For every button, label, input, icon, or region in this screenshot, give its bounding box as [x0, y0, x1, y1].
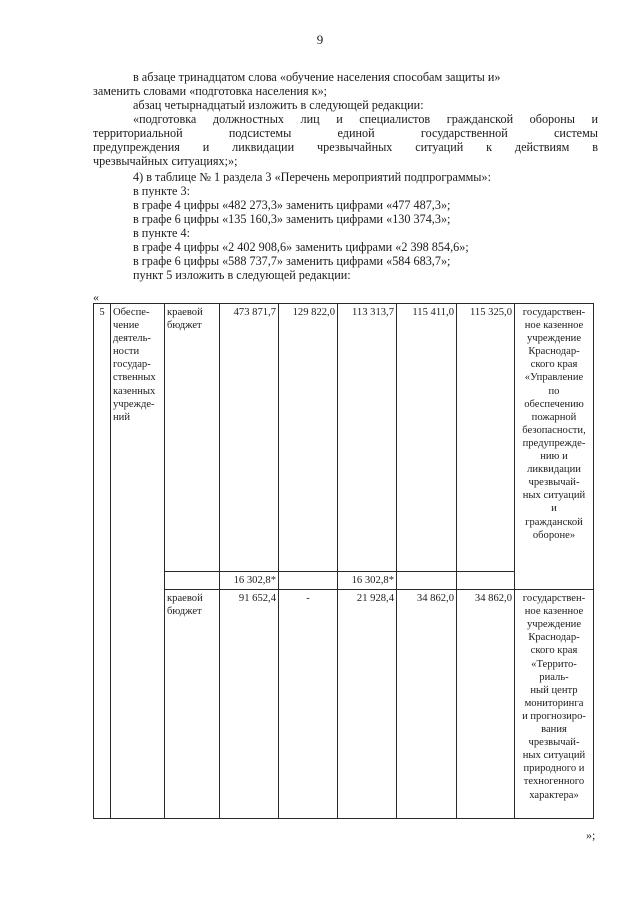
total-cell: 91 652,4	[220, 590, 279, 819]
year1-cell: -	[279, 590, 338, 819]
table-row	[94, 590, 594, 819]
year4-cell	[457, 572, 515, 590]
funding-source-cell	[165, 572, 220, 590]
text-line: пункт 5 изложить в следующей редакции:	[133, 268, 351, 282]
text-line: в пункте 4:	[133, 226, 190, 240]
text-line: 4) в таблице № 1 раздела 3 «Перечень мероприятий подпрограммы»:	[133, 170, 491, 184]
year1-cell: 129 822,0	[279, 304, 338, 572]
executor-cell: государствен- ное казенное учреждение Краснодар- ского края «Террито- риаль- ный центр мониторинга и прогнозиро- вания чрезвычай- ных ситуаций природного и техногенного характера»	[515, 590, 594, 819]
item-name-cell: Обеспе- чение деятель- ности государ- ственных казенных учрежде- ний	[111, 304, 165, 819]
text-line: в графе 6 цифры «588 737,7» заменить цифрами «584 683,7»;	[133, 254, 451, 268]
page-number: 9	[316, 32, 324, 47]
text-line: в графе 4 цифры «482 273,3» заменить цифрами «477 487,3»;	[133, 198, 451, 212]
funding-source-cell: краевой бюджет	[165, 590, 220, 819]
quoted-line: чрезвычайных ситуациях;»;	[93, 154, 238, 168]
funding-source-cell: краевой бюджет	[165, 304, 220, 572]
year2-cell: 21 928,4	[338, 590, 397, 819]
text-line: заменить словами «подготовка населения к»;	[93, 84, 328, 98]
text-line: в абзаце тринадцатом слова «обучение населения способам защиты и»	[133, 70, 501, 84]
year3-cell: 115 411,0	[397, 304, 457, 572]
table-row	[94, 304, 594, 572]
quoted-paragraph	[93, 112, 598, 168]
year2-cell: 16 302,8*	[338, 572, 397, 590]
year3-cell: 34 862,0	[397, 590, 457, 819]
text-line: в графе 6 цифры «135 160,3» заменить цифрами «130 374,3»;	[133, 212, 451, 226]
year4-cell: 115 325,0	[457, 304, 515, 572]
year2-cell: 113 313,7	[338, 304, 397, 572]
quote-open-mark: «	[93, 290, 99, 304]
quoted-line: «подготовка должностных лиц и специалистов гражданской обороны и	[133, 112, 598, 126]
total-cell: 473 871,7	[220, 304, 279, 572]
text-line: в пункте 3:	[133, 184, 190, 198]
quoted-line: территориальной подсистемы единой государственной системы	[93, 126, 598, 140]
executor-cell: государствен- ное казенное учреждение Краснодар- ского края «Управление по обеспечению пожарной безопасности, предупрежде- нию и ликвидации чрезвычай- ных ситуаций и гражданской обороне»	[515, 304, 594, 590]
text-line: в графе 4 цифры «2 402 908,6» заменить цифрами «2 398 854,6»;	[133, 240, 469, 254]
text-line: абзац четырнадцатый изложить в следующей редакции:	[133, 98, 424, 112]
year1-cell	[279, 572, 338, 590]
total-cell: 16 302,8*	[220, 572, 279, 590]
quote-close-mark: »;	[586, 828, 596, 842]
item-number-cell: 5	[94, 304, 111, 819]
year3-cell	[397, 572, 457, 590]
year4-cell: 34 862,0	[457, 590, 515, 819]
measures-table	[93, 303, 594, 819]
quoted-line: предупреждения и ликвидации чрезвычайных ситуаций к действиям в	[93, 140, 598, 154]
